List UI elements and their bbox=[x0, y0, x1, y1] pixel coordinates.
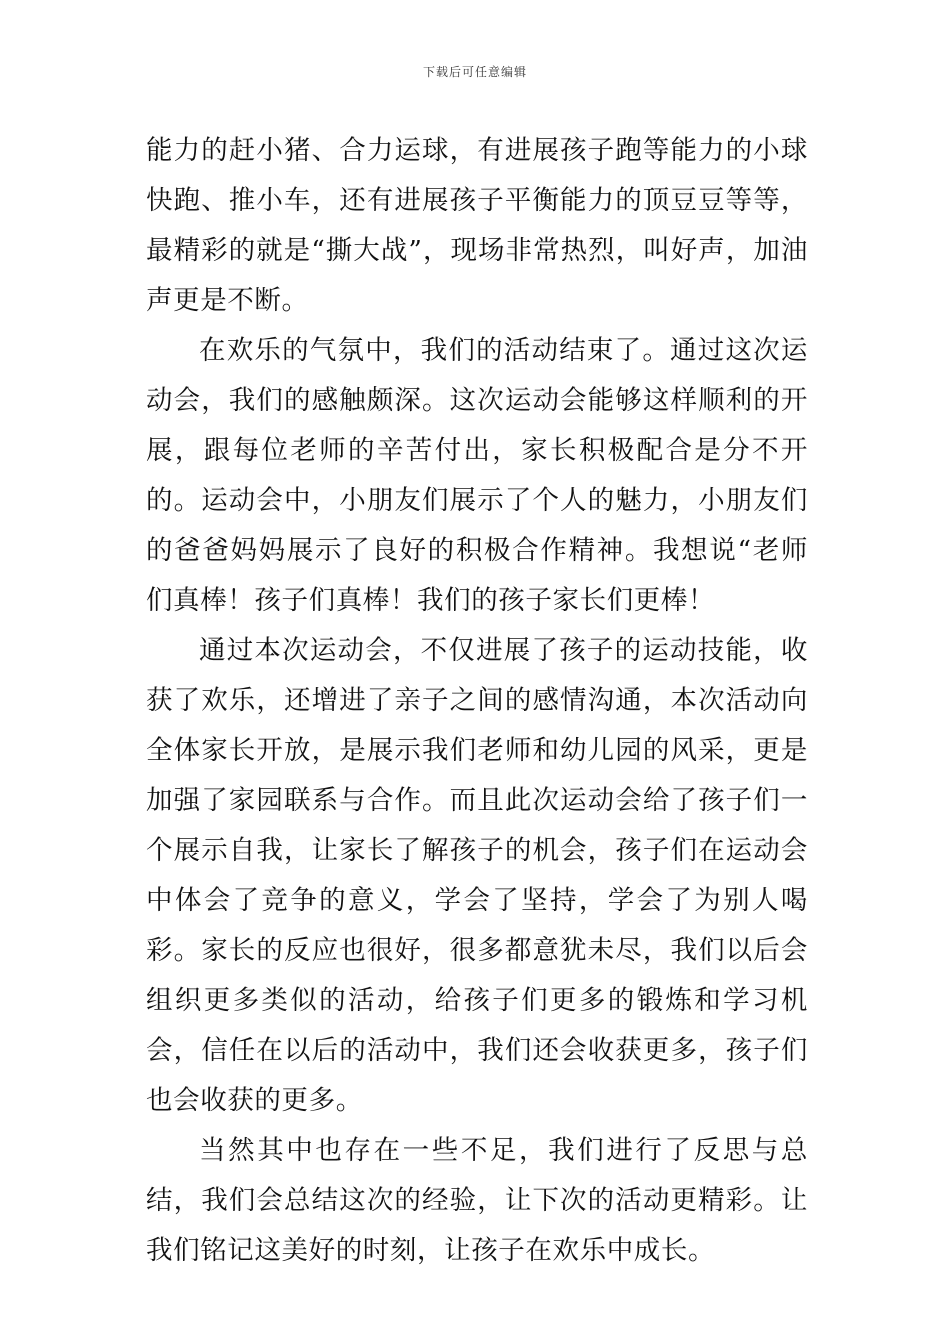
page-header-note: 下载后可任意编辑 bbox=[422, 65, 527, 79]
paragraph-sports-meet-benefits: 通过本次运动会，不仅进展了孩子的运动技能，收获了欢乐，还增进了亲子之间的感情沟通，本次活动向全体家长开放，是展示我们老师和幼儿园的风采，更是加强了家园联系与合作。而且此次运动会给了孩子们一个展示自我，让家长了解孩子的机会，孩子们在运动会中体会了竞争的意义，学会了坚持，学会了为别人喝彩。家长的反应也很好，很多都意犹未尽，我们以后会组织更多类似的活动，给孩子们更多的锻炼和学习机会，信任在以后的活动中，我们还会收获更多，孩子们也会收获的更多。 bbox=[146, 635, 808, 1116]
paragraph-continuation: 能力的赶小猪、合力运球，有进展孩子跑等能力的小球快跑、推小车，还有进展孩子平衡能力的顶豆豆等等，最精彩的就是“撕大战”，现场非常热烈，叫好声，加油声更是不断。 bbox=[146, 135, 808, 316]
paragraph-activity-end: 在欢乐的气氛中，我们的活动结束了。通过这次运动会，我们的感触颇深。这次运动会能够这样顺利的开展，跟每位老师的辛苦付出，家长积极配合是分不开的。运动会中，小朋友们展示了个人的魅力，小朋友们的爸爸妈妈展示了良好的积极合作精神。我想说“老师们真棒！孩子们真棒！我们的孩子家长们更棒！ bbox=[146, 335, 808, 616]
paragraph-reflection: 当然其中也存在一些不足，我们进行了反思与总结，我们会总结这次的经验，让下次的活动更精彩。让我们铭记这美好的时刻，让孩子在欢乐中成长。 bbox=[146, 1135, 808, 1266]
document-body bbox=[146, 126, 808, 1276]
